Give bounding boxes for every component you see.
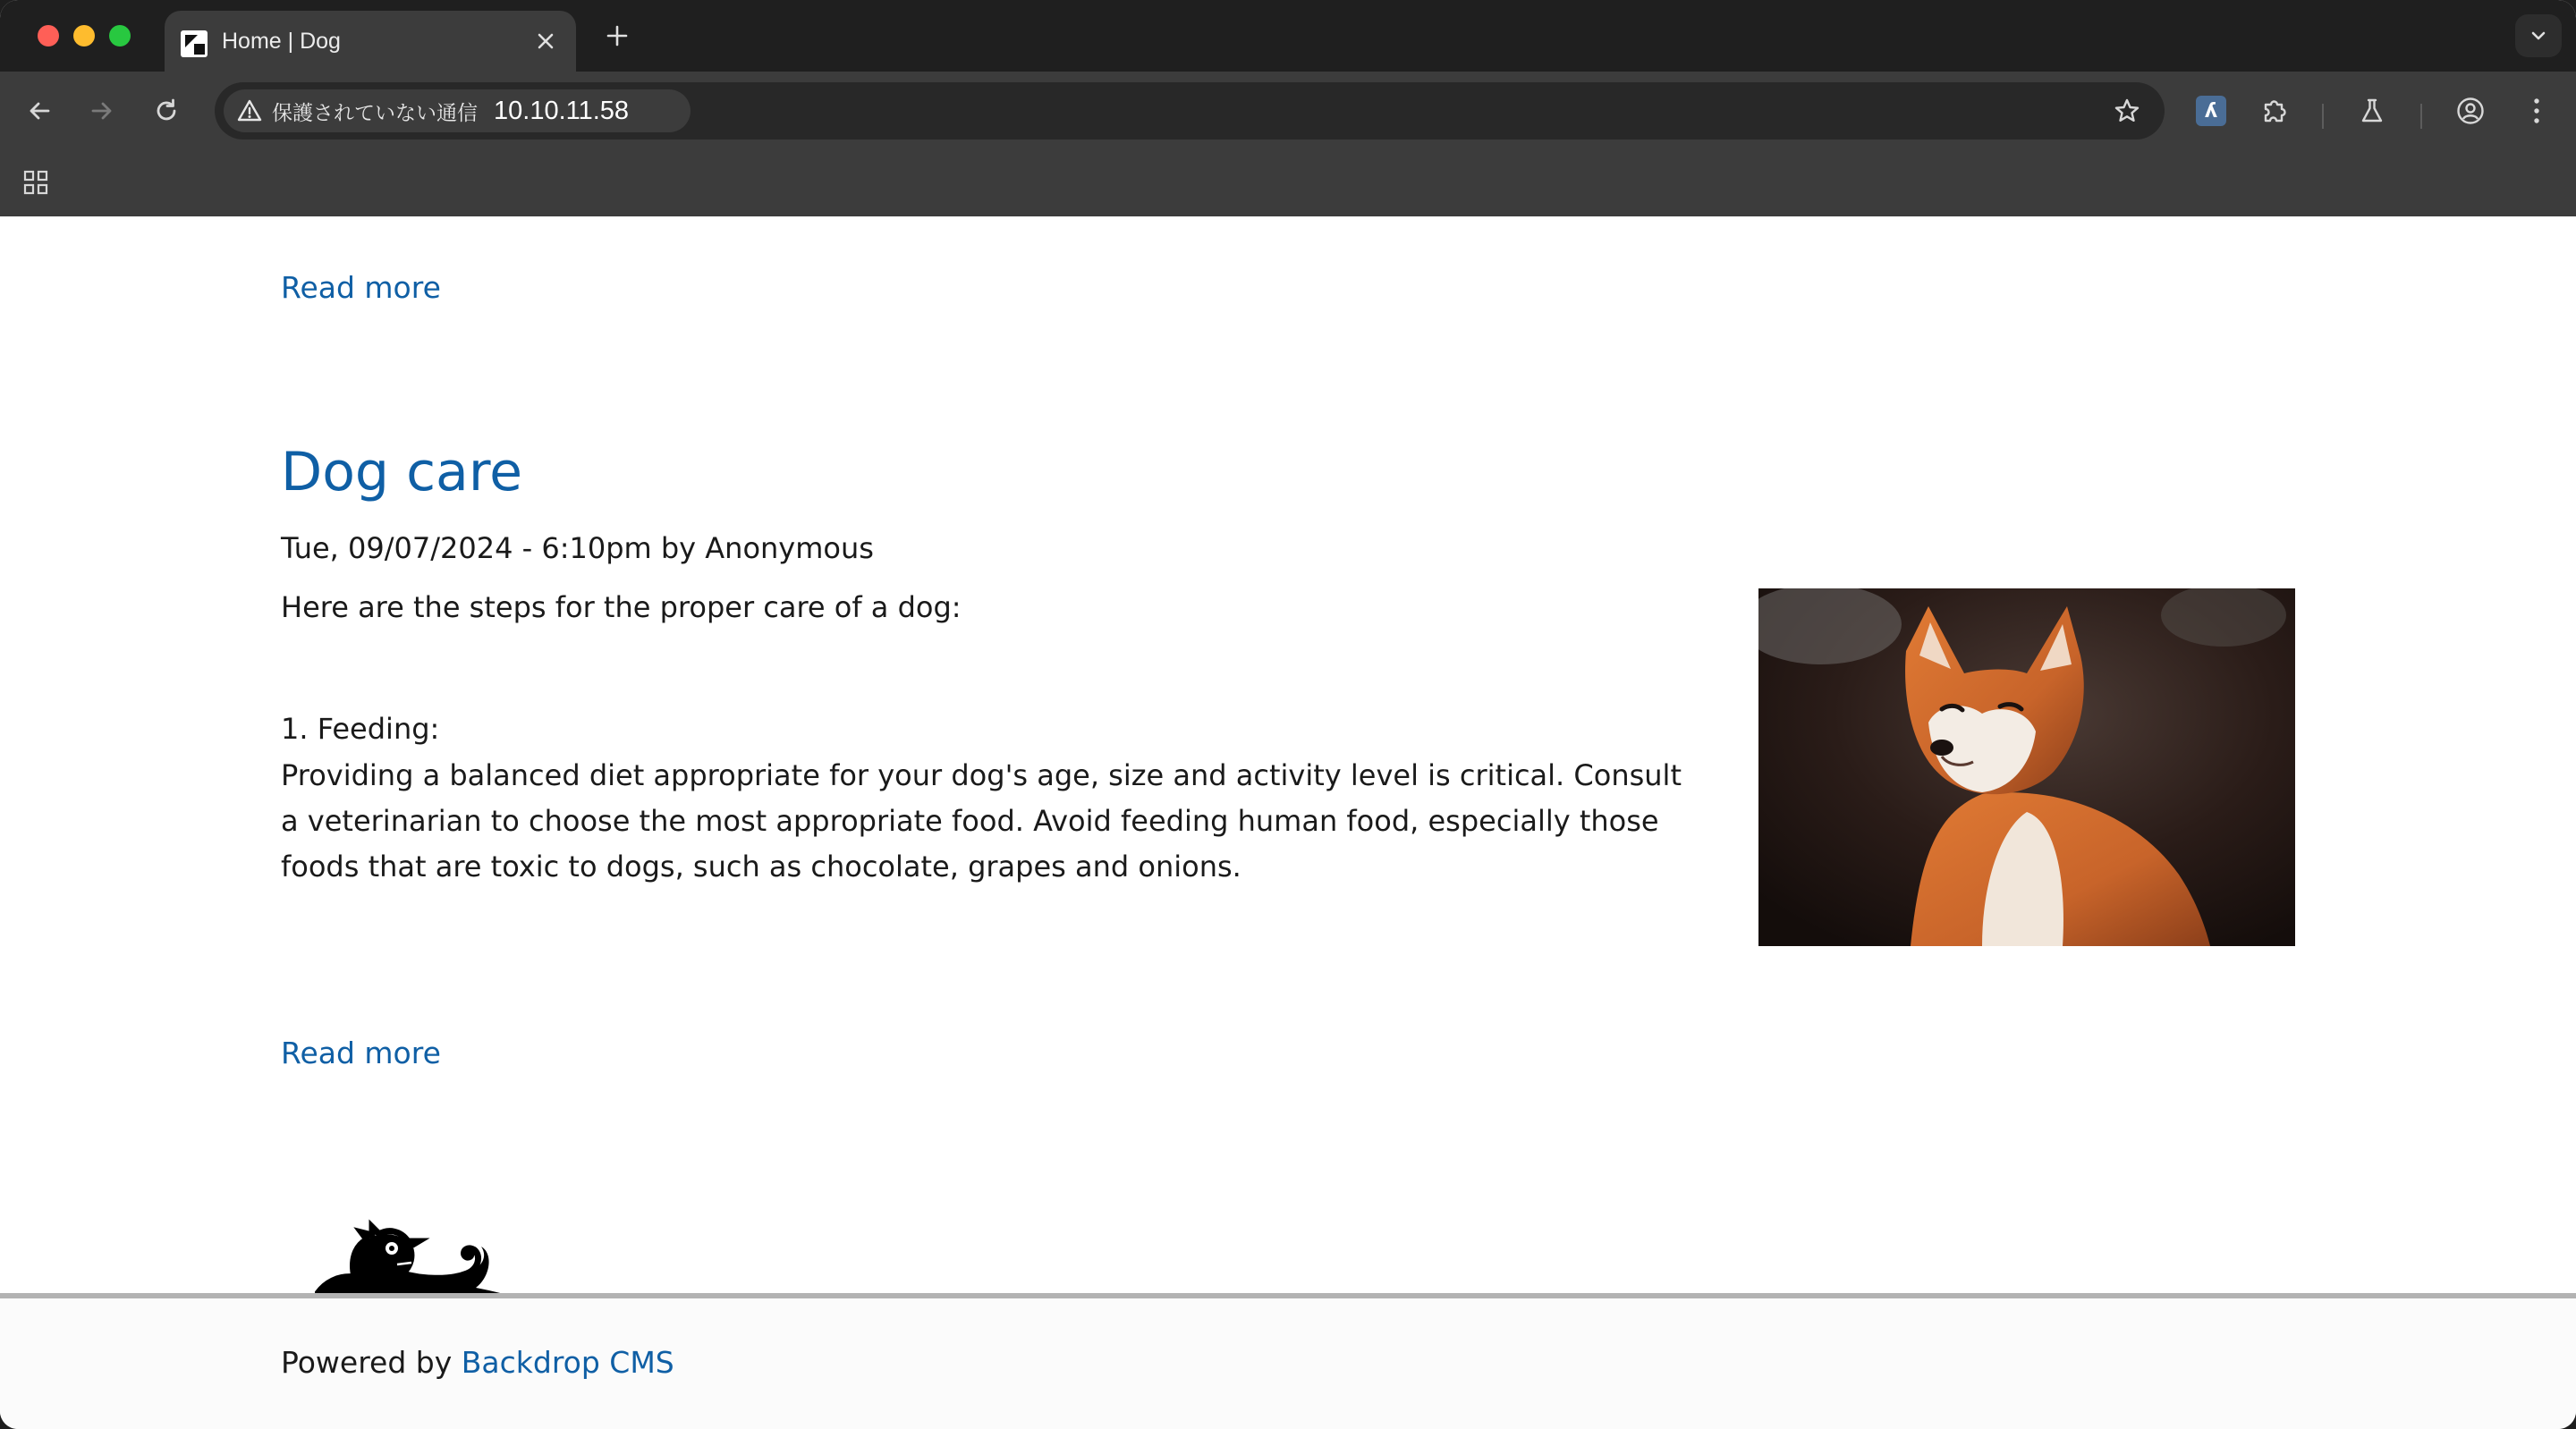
powered-by-text — [281, 1345, 674, 1380]
star-icon — [2113, 97, 2141, 125]
step-body: Providing a balanced diet appropriate for your dog's age, size and activity level is critical. Consult a veterinarian to choose the most appropriate food. Avoid feeding human food, especially those foods that are toxic to dogs, such as chocolate, grapes and onions. — [281, 758, 1682, 884]
shiba-inu-photo — [1758, 588, 2295, 946]
reload-button[interactable] — [147, 91, 186, 131]
minimize-window-button[interactable] — [73, 25, 95, 47]
toolbar-separator — [2420, 104, 2422, 129]
reload-icon — [152, 97, 181, 125]
extensions-button[interactable] — [2256, 91, 2295, 131]
forward-button[interactable] — [82, 91, 122, 131]
browser-toolbar — [0, 72, 2576, 150]
zoom-window-button[interactable] — [109, 25, 131, 47]
labs-button[interactable] — [2352, 91, 2392, 131]
warning-icon — [236, 97, 263, 124]
bookmark-star-button[interactable] — [2109, 93, 2145, 129]
article-intro: Here are the steps for the proper care of a dog: — [281, 590, 962, 624]
article-title[interactable] — [281, 440, 522, 504]
previous-read-more-link[interactable]: Read more — [281, 270, 441, 305]
page-footer — [0, 1298, 2576, 1429]
extension-badge-button[interactable] — [2191, 91, 2231, 131]
page-content — [0, 216, 2576, 1429]
article-title-link[interactable]: Dog care — [281, 441, 523, 503]
plus-icon — [606, 24, 629, 47]
toolbar-separator — [2322, 104, 2324, 129]
close-window-button[interactable] — [38, 25, 59, 47]
step-title: 1. Feeding: — [281, 712, 440, 746]
puzzle-extensions-icon — [2260, 96, 2291, 126]
menu-dots-icon — [2531, 96, 2542, 126]
backdrop-cms-link[interactable]: Backdrop CMS — [461, 1345, 674, 1380]
url-text[interactable]: 10.10.11.58 — [494, 97, 630, 125]
powered-by-prefix: Powered by — [281, 1345, 462, 1380]
extension-badge-icon: ʎ — [2196, 96, 2226, 126]
back-button[interactable] — [20, 91, 59, 131]
profile-button[interactable] — [2451, 91, 2490, 131]
chevron-down-icon — [2529, 26, 2548, 46]
bookmarks-bar — [0, 150, 2576, 216]
tab-strip — [0, 0, 2576, 72]
security-label: 保護されていない通信 — [272, 101, 478, 125]
tab-title: Home | Dog — [222, 29, 341, 54]
backdrop-logo-icon — [181, 30, 208, 57]
address-bar[interactable] — [215, 82, 2165, 140]
forward-icon — [88, 97, 116, 125]
tab-home-dog[interactable] — [165, 11, 576, 72]
article-read-more-link[interactable]: Read more — [281, 1036, 441, 1070]
apps-button[interactable] — [16, 163, 55, 202]
article-meta: Tue, 09/07/2024 - 6:10pm by Anonymous — [281, 531, 874, 565]
close-tab-icon[interactable] — [531, 27, 560, 55]
profile-icon — [2455, 96, 2486, 126]
apps-grid-icon — [22, 169, 49, 196]
new-tab-button[interactable] — [599, 18, 635, 54]
browser-menu-button[interactable] — [2517, 91, 2556, 131]
back-icon — [25, 97, 54, 125]
tab-search-button[interactable] — [2515, 14, 2562, 57]
labs-flask-icon — [2358, 97, 2386, 125]
